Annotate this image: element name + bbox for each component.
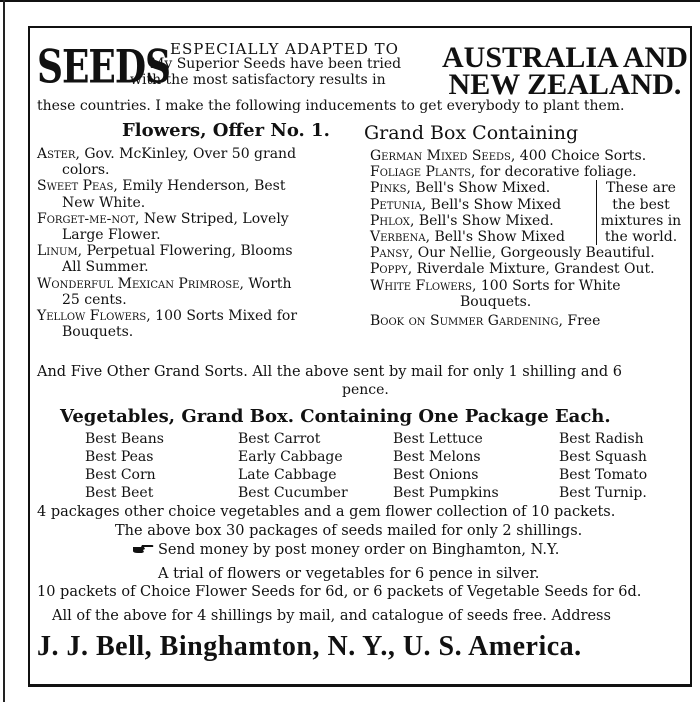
vegetable-item: Best Radish xyxy=(559,431,644,447)
ten-packets-line: 10 packets of Choice Flower Seeds for 6d, or 6 packets of Vegetable Seeds for 6d. xyxy=(37,584,642,600)
flowers-offer-heading: Flowers, Offer No. 1. xyxy=(122,120,330,141)
flower-item: Poppy, Riverdale Mixture, Grandest Out. xyxy=(370,261,655,278)
flower-list-right xyxy=(370,148,690,329)
flower-item: White Flowers, 100 Sorts for White Bouquets. xyxy=(370,277,621,310)
flower-item: Aster, Gov. McKinley, Over 50 grand colors. xyxy=(37,146,297,179)
pointing-hand-icon xyxy=(132,543,154,555)
flower-item: Sweet Peas, Emily Henderson, Best New White. xyxy=(37,178,286,211)
vegetable-item: Best Carrot xyxy=(238,431,321,447)
five-other-sorts-line: And Five Other Grand Sorts. All the above sent by mail for only 1 shilling and 6 xyxy=(37,364,622,380)
top-border-rule xyxy=(0,0,700,2)
inducements-line: these countries. I make the following inducements to get everybody to plant them. xyxy=(37,98,625,114)
flower-item: Forget-me-not, New Striped, Lovely Large Flower. xyxy=(37,210,289,244)
vegetable-item: Late Cabbage xyxy=(238,467,337,483)
superior-seeds-line: My Superior Seeds have been tried xyxy=(150,56,402,72)
show-mixed-group xyxy=(370,180,690,245)
vegetable-item: Best Peas xyxy=(85,449,154,465)
flower-item: Verbena, Bell's Show Mixed xyxy=(370,229,565,246)
vegetable-item: Best Beet xyxy=(85,485,154,501)
seed-advertisement xyxy=(28,26,692,687)
flower-item: Linum, Perpetual Flowering, Blooms All Summer. xyxy=(37,243,293,276)
vegetable-item: Early Cabbage xyxy=(238,449,343,465)
flower-item: Phlox, Bell's Show Mixed. xyxy=(370,212,554,229)
vegetable-item: Best Onions xyxy=(393,467,479,483)
vegetables-heading: Vegetables, Grand Box. Containing One Package Each. xyxy=(60,406,611,427)
vegetable-column xyxy=(85,430,164,502)
flower-item: German Mixed Seeds, 400 Choice Sorts. xyxy=(370,148,647,164)
flower-item: Book on Summer Gardening, Free xyxy=(370,313,601,330)
vegetable-column xyxy=(559,430,647,502)
vegetable-item: Best Corn xyxy=(85,467,156,483)
seeds-title: SEEDS xyxy=(37,40,171,95)
vegetable-item: Best Melons xyxy=(393,449,481,465)
send-money-line xyxy=(132,542,559,558)
flower-item: Yellow Flowers, 100 Sorts Mixed for Bouquets. xyxy=(37,308,298,341)
all-above-line: All of the above for 4 shillings by mail, and catalogue of seeds free. Address xyxy=(52,608,611,624)
show-mixed-list xyxy=(370,180,596,245)
country-heading xyxy=(442,41,688,101)
flower-item: Wonderful Mexican Primrose, Worth 25 cents. xyxy=(37,275,292,308)
especially-adapted-line: ESPECIALLY ADAPTED TO xyxy=(170,40,399,58)
vegetable-column xyxy=(238,430,348,502)
vegetable-item: Best Tomato xyxy=(559,467,648,483)
grand-box-heading: Grand Box Containing xyxy=(364,122,579,144)
box-price-line: The above box 30 packages of seeds mailed for only 2 shillings. xyxy=(115,523,583,539)
left-border-rule xyxy=(3,0,5,702)
vegetable-item: Best Beans xyxy=(85,431,164,447)
flower-list-left xyxy=(37,146,367,340)
pence-line: pence. xyxy=(342,382,389,398)
flower-item: Pinks, Bell's Show Mixed. xyxy=(370,180,551,197)
vegetable-item: Best Turnip. xyxy=(559,485,647,501)
satisfactory-results-line: with the most satisfactory results in xyxy=(130,72,386,88)
best-mixtures-note: These are the best mixtures in the world. xyxy=(596,180,685,245)
flower-item: Foliage Plants, for decorative foliage. xyxy=(370,164,637,181)
vegetable-item: Best Squash xyxy=(559,449,647,465)
trial-line: A trial of flowers or vegetables for 6 pence in silver. xyxy=(158,566,540,582)
country-line-2: NEW ZEALAND. xyxy=(448,68,682,101)
packages-line: 4 packages other choice vegetables and a gem flower collection of 10 packets. xyxy=(37,504,616,520)
vegetable-item: Best Pumpkins xyxy=(393,485,499,501)
vegetable-item: Best Lettuce xyxy=(393,431,483,447)
vegetable-column xyxy=(393,430,499,502)
country-line-1: AUSTRALIA AND xyxy=(442,41,688,74)
flower-item: Pansy, Our Nellie, Gorgeously Beautiful. xyxy=(370,245,655,262)
flower-item: Petunia, Bell's Show Mixed xyxy=(370,196,562,213)
vegetable-item: Best Cucumber xyxy=(238,485,348,501)
send-money-text: Send money by post money order on Binghamton, N.Y. xyxy=(158,542,560,558)
address-line: J. J. Bell, Binghamton, N. Y., U. S. America. xyxy=(37,631,582,662)
